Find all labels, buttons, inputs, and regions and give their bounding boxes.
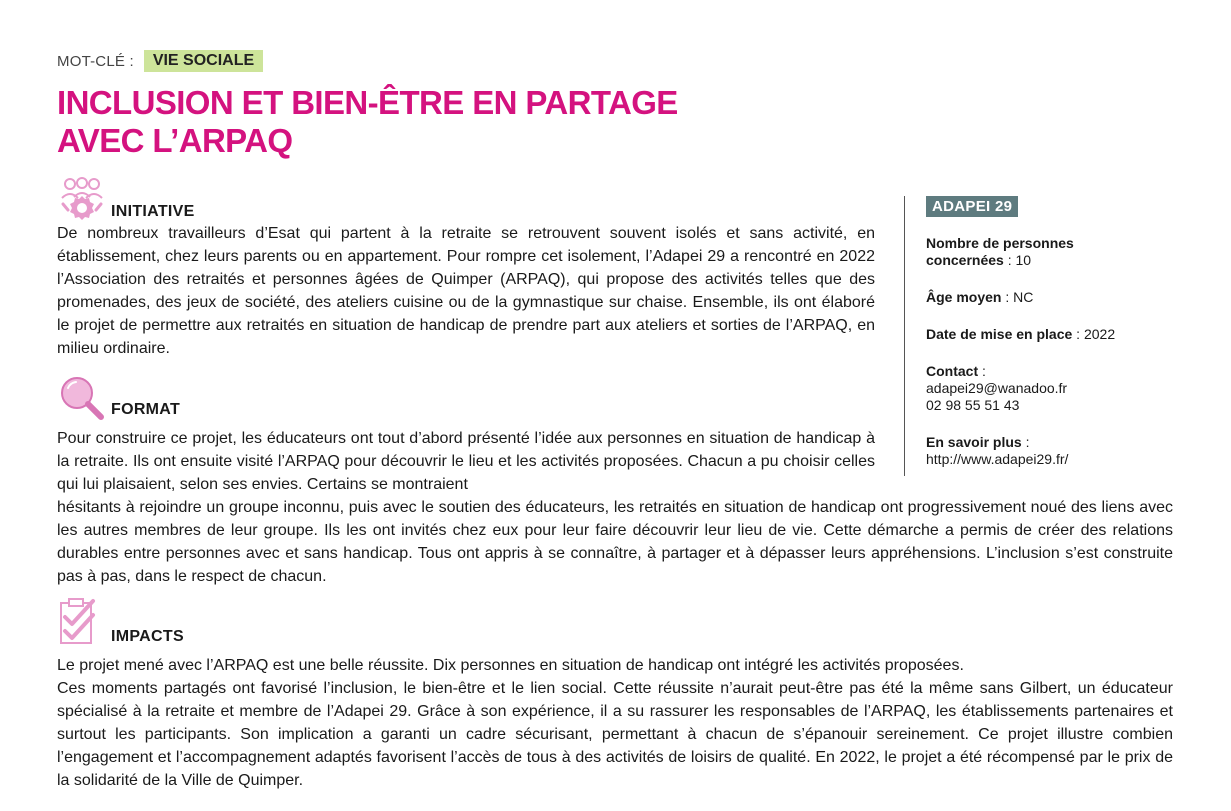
title-line-1: INCLUSION ET BIEN-ÊTRE EN PARTAGE: [57, 84, 678, 121]
website-link[interactable]: http://www.adapei29.fr/: [926, 451, 1069, 467]
persons-value: : 10: [1003, 252, 1032, 268]
section-header-initiative: [57, 176, 195, 222]
sidebar-date: [926, 326, 1144, 343]
initiative-text: De nombreux travailleurs d’Esat qui partent à la retraite se retrouvent souvent isolés et sans activité, en établissement, chez leurs parents ou en appartement. Pour rompre cet isolement, l’Adapei 29 a rencontré en 2022 l’Association des retraités et personnes âgées de Quimper (ARPAQ), qui propose des activités telles que des promenades, des jeux de société, des ateliers cuisine ou de la gymnastique sur chaise. Ensemble, ils ont élaboré le projet de permettre aux retraités en situation de handicap de prendre part aux ateliers et sorties de l’ARPAQ, en milieu ordinaire.: [57, 225, 875, 357]
date-label: Date de mise en place: [926, 326, 1073, 342]
title-line-2: AVEC L’ARPAQ: [57, 122, 293, 159]
section-title-initiative: INITIATIVE: [111, 203, 195, 220]
more-sep: :: [1021, 434, 1030, 450]
sidebar-more: [926, 434, 1144, 468]
section-header-format: [57, 376, 180, 420]
format-text-narrow: Pour construire ce projet, les éducateurs ont tout d’abord présenté l’idée aux personnes en situation de handicap à la retraite. Ils ont ensuite visité l’ARPAQ pour découvrir le lieu et les activités proposées. Chacun a pu choisir celles qui lui plaisaient, selon ses envies. Certains se montraient: [57, 430, 875, 493]
section-title-format: FORMAT: [111, 401, 181, 418]
age-value: : NC: [1001, 289, 1034, 305]
impacts-text-2: Ces moments partagés ont favorisé l’inclusion, le bien-être et le lien social. Cette réussite n’aurait peut-être pas été la même sans Gilbert, un éducateur spécialisé à la retraite et membre de l’Adapei 29. Grâce à son expérience, il a su rassurer les responsables de l’ARPAQ, les établissements partenaires et surtout les participants. Son implication a garanti un cadre sécurisant, permettant à chacun de s’épanouir sereinement. Ce projet illustre combien l’engagement et l’accompagnement adaptés favorisent l’accès de tous à des activités de loisirs de qualité. En 2022, le projet a été récompensé par le prix de la solidarité de la Ville de Quimper.: [57, 680, 1173, 789]
format-text-wide: hésitants à rejoindre un groupe inconnu, puis avec le soutien des éducateurs, les retraités en situation de handicap ont progressivement noué des liens avec les autres membres de leur groupe. Ils les ont invités chez eux pour leur faire découvrir leur lieu de vie. Cette démarche a permis de créer des relations durables entre personnes avec et sans handicap. Tous ont appris à se connaître, à partager et à dépasser leurs appréhensions. L’inclusion s’est construite pas à pas, dans le respect de chacun.: [57, 499, 1173, 585]
persons-label-1: Nombre de personnes: [926, 235, 1074, 251]
contact-label: Contact: [926, 363, 979, 379]
people-gear-icon: [57, 176, 107, 222]
contact-sep: :: [978, 363, 986, 379]
section-header-impacts: [57, 595, 184, 647]
sidebar-persons: [926, 235, 1144, 269]
page-title: [57, 84, 817, 160]
persons-label-2: concernées: [926, 252, 1004, 268]
keyword-label: MOT-CLÉ :: [57, 52, 134, 70]
clipboard-check-icon: [57, 595, 107, 647]
more-label: En savoir plus: [926, 434, 1022, 450]
magnifier-icon: [57, 376, 107, 420]
contact-email[interactable]: adapei29@wanadoo.fr: [926, 380, 1068, 396]
keyword-tag: VIE SOCIALE: [144, 50, 263, 72]
organization-badge: ADAPEI 29: [926, 196, 1018, 217]
section-title-impacts: IMPACTS: [111, 628, 184, 645]
age-label: Âge moyen: [926, 289, 1002, 305]
impacts-text-1: Le projet mené avec l’ARPAQ est une belle réussite. Dix personnes en situation de handicap ont intégré les activités proposées.: [57, 657, 964, 674]
sidebar-contact: [926, 363, 1144, 414]
keyword-row: [57, 49, 263, 73]
date-value: : 2022: [1072, 326, 1116, 342]
sidebar-age: [926, 289, 1144, 306]
contact-phone: 02 98 55 51 43: [926, 397, 1020, 413]
info-sidebar: [904, 196, 1144, 476]
